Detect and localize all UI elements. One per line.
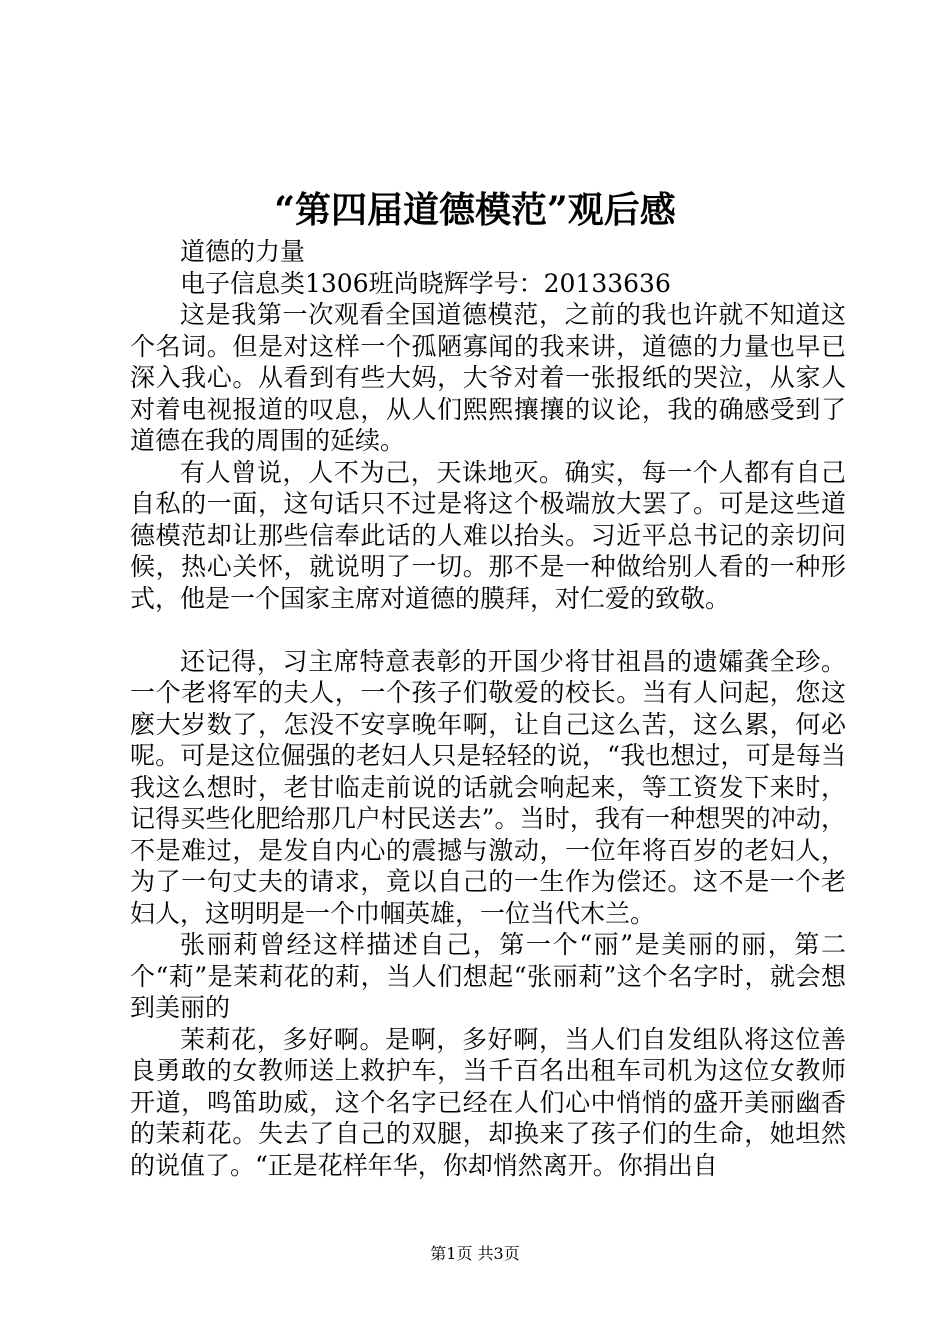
subtitle-paragraph: 道德的力量 — [180, 237, 306, 266]
body-paragraph: 张丽莉曾经这样描述自己，第一个“丽”是美丽的丽，第二个“莉”是茉莉花的莉，当人们想起“张丽莉”这个名字时，就会想到美丽的 — [130, 930, 846, 1022]
body-paragraph: 还记得，习主席特意表彰的开国少将甘祖昌的遗孀龚全珍。一个老将军的夫人，一个孩子们敬爱的校长。当有人问起，您这麽大岁数了，怎没不安享晚年啊，让自己这么苦，这么累，何必呢。可是这位倔强的老妇人只是轻轻的说，“我也想过，可是每当我这么想时，老甘临走前说的话就会响起来，等工资发下来时，记得买些化肥给那几户村民送去”。当时，我有一种想哭的冲动，不是难过，是发自内心的震撼与激动，一位年将百岁的老妇人，为了一句丈夫的请求，竟以自己的一生作为偿还。这不是一个老妇人，这明明是一个巾帼英雄，一位当代木兰。 — [130, 646, 846, 928]
body-paragraph: 茉莉花，多好啊。是啊，多好啊，当人们自发组队将这位善良勇敢的女教师送上救护车，当千百名出租车司机为这位女教师开道，鸣笛助威，这个名字已经在人们心中悄悄的盛开美丽幽香的茉莉花。失去了自己的双腿，却换来了孩子们的生命，她坦然的说值了。“正是花样年华，你却悄然离开。你捐出自 — [130, 1024, 846, 1180]
author-line: 电子信息类1306班尚晓辉学号：20133636 — [180, 268, 671, 298]
document-title: “第四届道德模范”观后感 — [274, 189, 676, 231]
page-footer: 第1页 共3页 — [430, 1244, 520, 1263]
body-paragraph: 有人曾说，人不为己，天诛地灭。确实，每一个人都有自己自私的一面，这句话只不过是将这个极端放大罢了。可是这些道德模范却让那些信奉此话的人难以抬头。习近平总书记的亲切问候，热心关怀，就说明了一切。那不是一种做给别人看的一种形式，他是一个国家主席对道德的膜拜，对仁爱的致敬。 — [130, 457, 846, 613]
document-body — [130, 236, 846, 1181]
body-paragraph: 这是我第一次观看全国道德模范，之前的我也许就不知道这个名词。但是对这样一个孤陋寡闻的我来讲，道德的力量也早已深入我心。从看到有些大妈，大爷对着一张报纸的哭泣，从家人对着电视报道的叹息，从人们熙熙攘攘的议论，我的确感受到了道德在我的周围的延续。 — [130, 300, 846, 455]
